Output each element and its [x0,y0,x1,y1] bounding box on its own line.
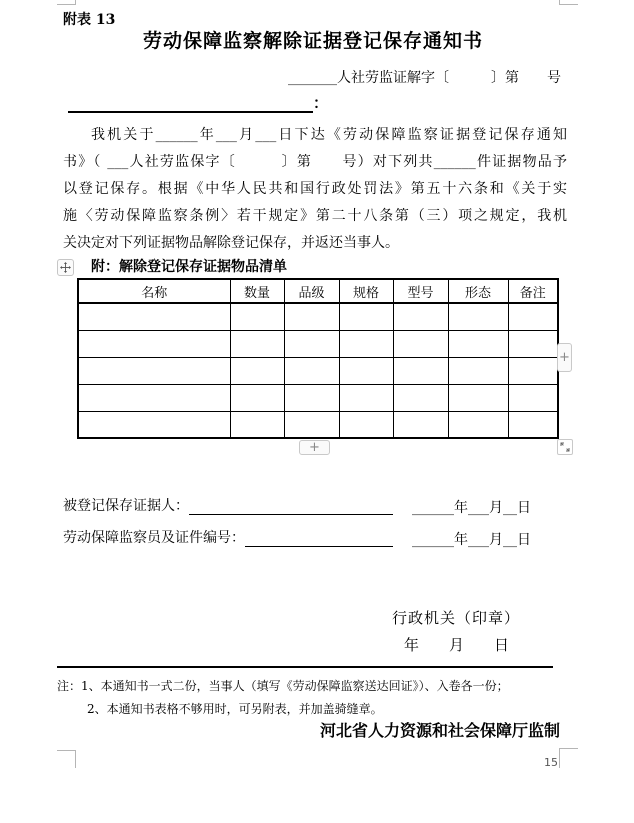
table-cell[interactable] [78,411,230,438]
table-resize-handle[interactable] [557,439,573,455]
table-row [78,411,558,438]
insert-column-button[interactable]: + [557,343,572,372]
resize-arrows-icon [559,441,571,453]
move-arrows-icon [60,262,71,273]
holder-signature-date[interactable]: ______年___月__日 [412,500,531,516]
table-cell[interactable] [508,357,558,384]
addressee-blank-field[interactable] [68,95,313,113]
column-header-quantity: 数量 [230,279,284,303]
seal-date-line: 年 月 日 [404,636,510,654]
addressee-line[interactable] [68,91,328,113]
insert-row-button[interactable]: + [299,440,330,455]
column-header-form: 形态 [448,279,508,303]
table-cell[interactable] [284,384,339,411]
inspector-signature-date[interactable]: ______年___月__日 [412,532,531,548]
crop-mark-top-right-icon [559,0,578,5]
table-cell[interactable] [230,303,284,330]
body-paragraph [63,122,567,257]
inspector-signature-blank-field[interactable] [245,531,393,547]
table-cell[interactable] [284,303,339,330]
body-line[interactable]: 书》（ ___人社劳监保字〔 〕第 号）对下列共______件证据物品予 [63,154,567,170]
table-header-row [78,279,558,303]
table-cell[interactable] [339,411,393,438]
table-cell[interactable] [339,330,393,357]
table-cell[interactable] [448,384,508,411]
table-cell[interactable] [393,303,448,330]
note-line: 2、本通知书表格不够用时，可另附表，并加盖骑缝章。 [87,702,383,716]
form-label: 附表 13 [63,12,116,28]
crop-mark-bottom-right-icon [559,748,578,768]
table-cell[interactable] [284,330,339,357]
attachment-list-label: 附：解除登记保存证据物品清单 [91,259,287,275]
table-row [78,357,558,384]
table-cell[interactable] [448,411,508,438]
table-row [78,330,558,357]
table-cell[interactable] [508,303,558,330]
page-number: 15 [544,756,558,769]
table-cell[interactable] [393,330,448,357]
table-cell[interactable] [78,384,230,411]
body-line: 以登记保存。根据《中华人民共和国行政处罚法》第五十六条和《关于实 [63,181,567,197]
table-cell[interactable] [284,411,339,438]
table-cell[interactable] [393,357,448,384]
authority-seal-label: 行政机关（印章） [392,609,521,627]
issuer-label: 河北省人力资源和社会保障厅监制 [319,721,560,740]
holder-signature-label: 被登记保存证据人： [63,498,189,514]
page-title: 劳动保障监察解除证据登记保存通知书 [142,30,483,52]
inspector-signature-row [63,527,393,547]
table-cell[interactable] [339,303,393,330]
body-line: 施〈劳动保障监察条例〉若干规定》第二十八条第（三）项之规定，我机 [63,208,567,224]
column-header-spec: 规格 [339,279,393,303]
table-cell[interactable] [78,357,230,384]
body-line[interactable]: 我机关于______年___月___日下达《劳动保障监察证据登记保存通知 [91,127,567,143]
table-cell[interactable] [339,384,393,411]
evidence-items-table [77,278,559,439]
table-row [78,303,558,330]
column-header-remark: 备注 [508,279,558,303]
table-cell[interactable] [448,330,508,357]
table-cell[interactable] [339,357,393,384]
table-cell[interactable] [230,411,284,438]
crop-mark-top-left-icon [57,0,76,5]
note-line: 注：1、本通知书一式二份，当事人（填写《劳动保障监察送达回证》）、入卷各一份； [57,679,509,693]
table-cell[interactable] [78,303,230,330]
table-cell[interactable] [230,330,284,357]
table-move-handle[interactable] [57,259,74,276]
table-cell[interactable] [284,357,339,384]
inspector-signature-label: 劳动保障监察员及证件编号： [63,530,245,546]
table-cell[interactable] [78,330,230,357]
table-cell[interactable] [448,357,508,384]
addressee-colon: ： [313,94,329,112]
table-cell[interactable] [508,330,558,357]
table-cell[interactable] [508,384,558,411]
table-cell[interactable] [230,357,284,384]
table-cell[interactable] [393,384,448,411]
column-header-grade: 品级 [284,279,339,303]
column-header-model: 型号 [393,279,448,303]
holder-signature-blank-field[interactable] [189,499,393,515]
table-cell[interactable] [393,411,448,438]
notes-divider [57,666,553,668]
table-cell[interactable] [230,384,284,411]
holder-signature-row [63,495,393,515]
table-row [78,384,558,411]
table-cell[interactable] [508,411,558,438]
column-header-name: 名称 [78,279,230,303]
crop-mark-bottom-left-icon [57,750,76,768]
table-cell[interactable] [448,303,508,330]
doc-number-line[interactable]: _______人社劳监证解字〔 〕第 号 [288,70,561,86]
body-line: 关决定对下列证据物品解除登记保存，并返还当事人。 [63,235,399,251]
